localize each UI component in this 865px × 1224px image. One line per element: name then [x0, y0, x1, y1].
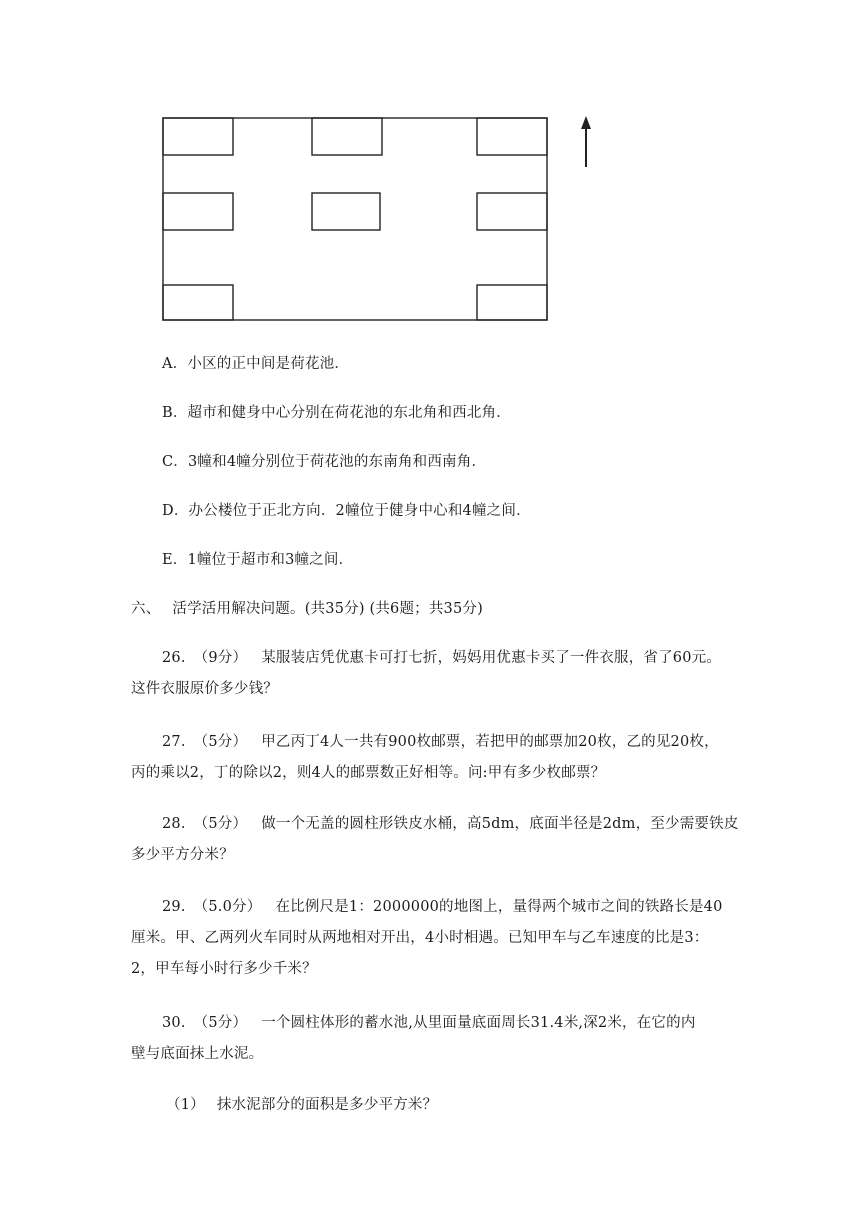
question-text: 某服装店凭优惠卡可打七折，妈妈用优惠卡买了一件衣服，省了60元。: [261, 650, 722, 666]
option-c: C．3幢和4幢分别位于荷花池的东南角和西南角．: [162, 454, 487, 470]
question-text: 在比例尺是1：2000000的地图上，量得两个城市之间的铁路长是40: [275, 899, 723, 915]
subquestion-1: [166, 1094, 437, 1116]
question-score: （5.0分）: [193, 899, 262, 915]
question-27-continued: 丙的乘以2，丁的除以2，则4人的邮票数正好相等。问:甲有多少枚邮票？: [131, 765, 606, 781]
subquestion-number: （1）: [166, 1097, 205, 1113]
section-heading: [131, 598, 483, 620]
question-28: [162, 813, 739, 835]
map-block-middle-left: [163, 193, 233, 230]
question-26-continued: 这件衣服原价多少钱？: [131, 681, 278, 697]
subquestion-text: 抹水泥部分的面积是多少平方米？: [216, 1097, 438, 1113]
map-block-bottom-left: [163, 285, 233, 320]
map-outer-border: [163, 118, 547, 320]
option-d: D．办公楼位于正北方向．2幢位于健身中心和4幢之间．: [162, 503, 531, 519]
option-a: A．小区的正中间是荷花池．: [162, 356, 350, 372]
question-number: 30.: [162, 1015, 186, 1031]
section-title: 活学活用解决问题。(共35分) (共6题；共35分): [172, 601, 483, 617]
question-29: [162, 896, 723, 918]
question-score: （5分）: [193, 734, 248, 750]
north-arrow-icon: [581, 116, 591, 167]
question-text: 做一个无盖的圆柱形铁皮水桶，高5dm，底面半径是2dm，至少需要铁皮: [261, 816, 739, 832]
question-30-continued: 壁与底面抹上水泥。: [131, 1046, 264, 1062]
question-score: （9分）: [193, 650, 248, 666]
question-26: [162, 647, 721, 669]
section-number: 六、: [131, 601, 161, 617]
map-block-top-middle: [312, 118, 382, 155]
question-27: [162, 731, 719, 753]
question-number: 29.: [162, 899, 186, 915]
option-b: B．超市和健身中心分别在荷花池的东北角和西北角．: [162, 405, 511, 421]
map-block-top-right: [477, 118, 547, 155]
question-number: 27.: [162, 734, 186, 750]
question-score: （5分）: [193, 1015, 248, 1031]
question-number: 28.: [162, 816, 186, 832]
question-score: （5分）: [193, 816, 248, 832]
option-e: E．1幢位于超市和3幢之间．: [162, 552, 354, 568]
map-block-bottom-right: [477, 285, 547, 320]
map-figure: [0, 0, 865, 340]
question-text: 甲乙丙丁4人一共有900枚邮票，若把甲的邮票加20枚，乙的见20枚，: [261, 734, 719, 750]
question-29-continued-2: 2，甲车每小时行多少千米？: [131, 961, 317, 977]
question-number: 26.: [162, 650, 186, 666]
map-block-top-left: [163, 118, 233, 155]
question-28-continued: 多少平方分米？: [131, 847, 234, 863]
question-30: [162, 1012, 696, 1034]
question-29-continued: 厘米。甲、乙两列火车同时从两地相对开出，4小时相遇。已知甲车与乙车速度的比是3：: [131, 930, 709, 946]
question-text: 一个圆柱体形的蓄水池,从里面量底面周长31.4米,深2米，在它的内: [261, 1015, 696, 1031]
map-block-center: [312, 193, 380, 230]
map-block-middle-right: [477, 193, 547, 230]
